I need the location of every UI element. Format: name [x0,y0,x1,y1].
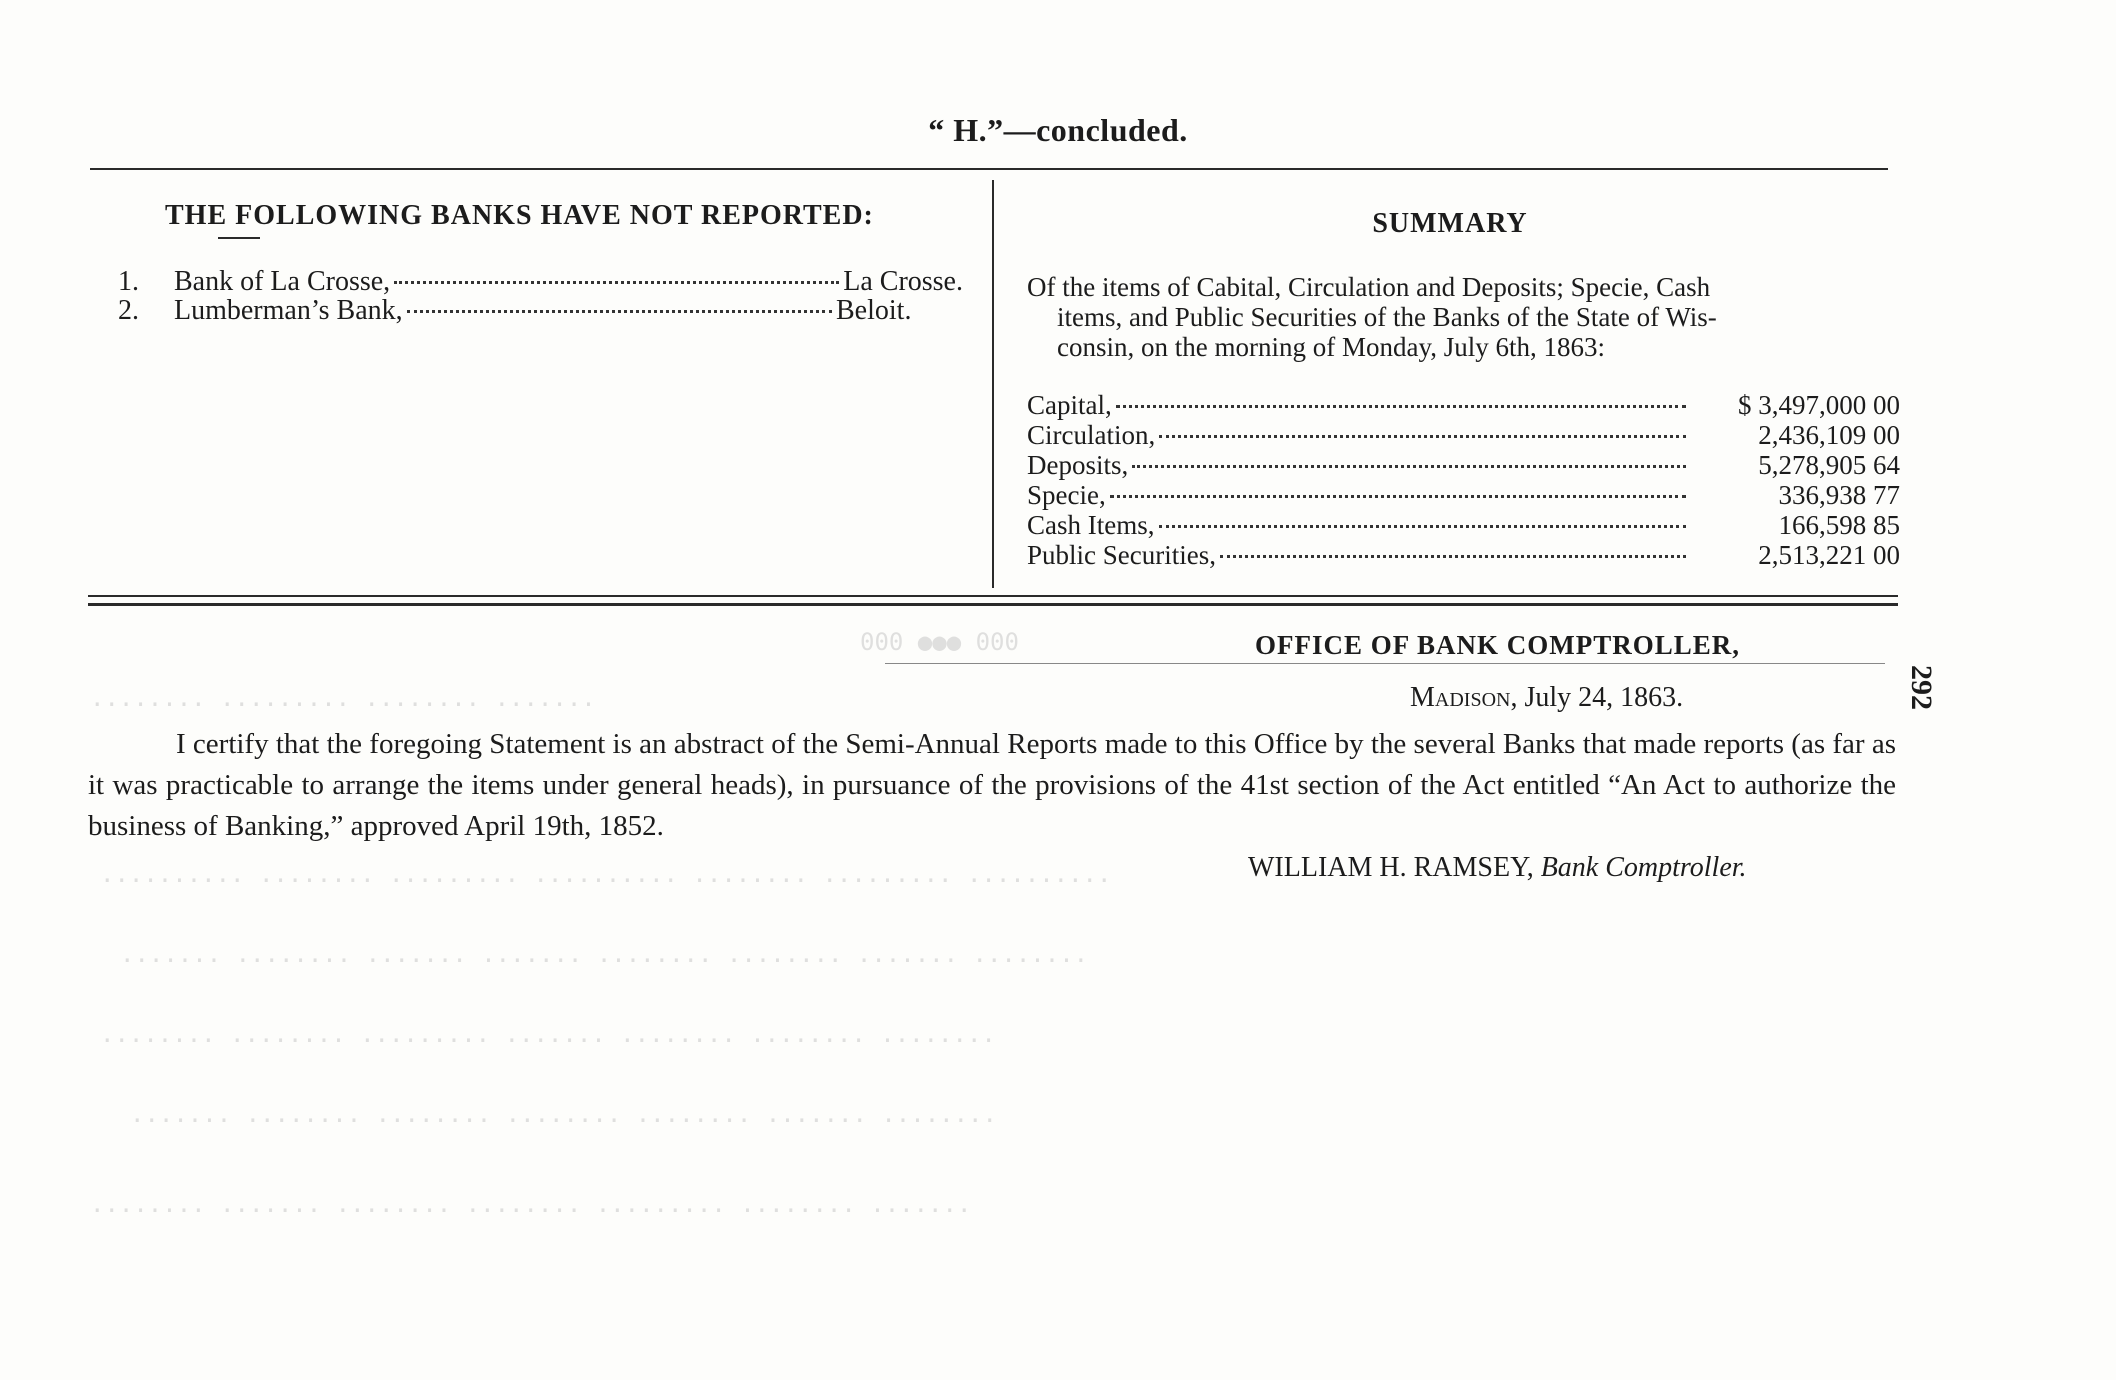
bleed-through-mark: ....... ........ ........ ........ ........ ....... ........ [130,1100,997,1128]
summary-value: $ 3,497,000 00 [1738,390,1900,420]
office-date-line [1410,682,1683,714]
page-header-title: “ H.”—concluded. [928,112,1188,148]
summary-value: 166,598 85 [1778,510,1900,540]
summary-label: Circulation, [1027,420,1156,450]
bleed-through-mark: ....... ........ ....... ....... ........ ........ ....... ........ [120,940,1089,968]
summary-value: 2,436,109 00 [1758,420,1900,450]
summary-row [1027,420,1900,450]
signatory-name: WILLIAM H. RAMSEY, [1248,852,1534,883]
summary-desc-line: Of the items of Cabital, Circulation and Deposits; Specie, Cash [1027,272,1711,302]
summary-row [1027,510,1900,540]
section-rule-top [88,595,1898,597]
bank-number: 1. [118,266,139,297]
section-rule-bottom [88,603,1898,606]
summary-value: 2,513,221 00 [1758,540,1900,570]
bank-place: La Crosse. [843,266,963,297]
office-place: Madison, [1410,682,1518,713]
summary-desc-line: items, and Public Securities of the Banks of the State of Wis- [1057,302,1717,332]
summary-value: 336,938 77 [1778,480,1900,510]
bank-row [118,295,963,329]
dot-leader [1132,465,1686,468]
summary-description [1027,272,1900,362]
certification-paragraph [88,724,1896,847]
summary-value: 5,278,905 64 [1758,450,1900,480]
bank-number: 2. [118,295,139,326]
office-date: July 24, 1863. [1524,682,1684,713]
certification-text: I certify that the foregoing Statement is an abstract of the Semi-Annual Reports made to this Office by the several Banks that made reports (as far as it was practicable to arrange the items under general heads), in pursuance of the provisions of the 41st section of the Act entitled “An Act to authorize the business of Banking,” approved April 19th, 1852. [88,728,1896,842]
dot-leader [1220,555,1686,558]
summary-label: Public Securities, [1027,540,1216,570]
dot-leader [1159,435,1686,438]
bank-name: Bank of La Crosse, [174,266,391,297]
office-underline [885,663,1885,664]
dot-leader [407,310,832,313]
dot-leader [1110,495,1686,498]
office-title: OFFICE OF BANK COMPTROLLER, [1255,630,1741,660]
column-divider [992,180,994,588]
bank-name: Lumberman’s Bank, [174,295,403,326]
header-rule [90,168,1888,170]
signatory-title: Bank Comptroller. [1540,852,1747,883]
summary-row [1027,480,1900,510]
summary-label: Cash Items, [1027,510,1155,540]
page-number: 292 [1905,665,1938,710]
summary-label: Specie, [1027,480,1106,510]
bleed-through-mark: .......... ........ ......... .......... ........ ......... .......... [100,860,1112,888]
dot-leader [1116,405,1686,408]
summary-label: Deposits, [1027,450,1129,480]
summary-row [1027,390,1900,420]
bleed-through-mark: ........ ....... ........ ........ ......... ........ ....... [90,1190,972,1218]
bleed-through-mark: ........ ......... ........ ....... [90,684,596,712]
summary-label: Capital, [1027,390,1112,420]
summary-desc-line: consin, on the morning of Monday, July 6th, 1863: [1057,332,1605,362]
not-reported-heading: THE FOLLOWING BANKS HAVE NOT REPORTED: [165,200,874,231]
dot-leader [394,281,839,284]
heading-underline [218,237,260,239]
bleed-through-mark: 000 ●●● 000 [860,628,1019,656]
signature-line [1248,852,1747,884]
dot-leader [1159,525,1687,528]
summary-heading: SUMMARY [1372,208,1528,239]
summary-row [1027,450,1900,480]
summary-row [1027,540,1900,570]
bank-place: Beloit. [836,295,912,326]
bleed-through-mark: ........ ........ ......... ....... ........ ........ ........ [100,1020,996,1048]
